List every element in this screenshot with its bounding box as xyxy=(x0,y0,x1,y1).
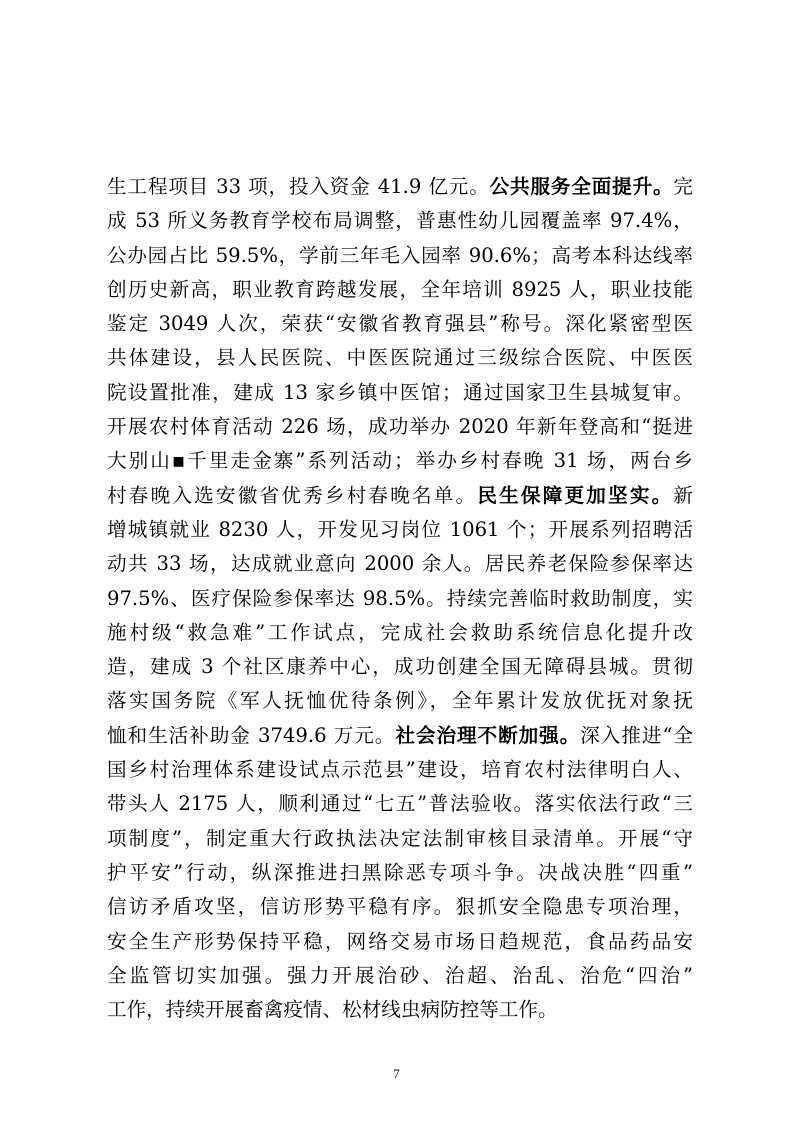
text-run: 造，建成 3 个社区康养中心，成功创建全国无障碍县城。贯彻 xyxy=(107,655,693,679)
text-run: 安全生产形势保持平稳，网络交易市场日趋规范，食品药品安 xyxy=(107,929,693,953)
text-line xyxy=(107,204,693,238)
text-run: 新 xyxy=(673,483,694,507)
text-line xyxy=(107,479,693,513)
text-run: 动共 33 场，达成就业意向 2000 余人。居民养老保险参保率达 xyxy=(107,552,693,576)
text-line xyxy=(107,787,693,821)
text-run: 护平安”行动，纵深推进扫黑除恶专项斗争。决战决胜“四重” xyxy=(107,860,693,884)
text-run: 成 53 所义务教育学校布局调整，普惠性幼儿园覆盖率 97.4%， xyxy=(107,209,693,233)
text-run: 97.5%、医疗保险参保率达 98.5%。持续完善临时救助制度，实 xyxy=(107,586,693,610)
text-run: 开展农村体育活动 226 场，成功举办 2020 年新年登高和“挺进 xyxy=(107,415,693,439)
text-line xyxy=(107,959,693,993)
text-run: 生工程项目 33 项，投入资金 41.9 亿元。 xyxy=(107,175,490,198)
text-run: 项制度”，制定重大行政执法决定法制审核目录清单。开展“守 xyxy=(107,826,693,850)
text-run: 带头人 2175 人，顺利通过“七五”普法验收。落实依法行政“三 xyxy=(107,792,693,816)
bold-heading-text: 公共服务全面提升。 xyxy=(489,175,674,198)
body-paragraph xyxy=(107,170,693,1027)
text-line xyxy=(107,822,693,856)
text-line xyxy=(107,547,693,581)
text-run: 工作，持续开展畜禽疫情、松材线虫病防控等工作。 xyxy=(107,998,558,1022)
bold-heading-text: 社会治理不断加强。 xyxy=(395,723,581,747)
text-run: 共体建设，县人民医院、中医医院通过三级综合医院、中医医 xyxy=(107,346,693,370)
text-line xyxy=(107,753,693,787)
text-run: 全监管切实加强。强力开展治砂、治超、治乱、治危“四治” xyxy=(107,963,693,987)
text-line xyxy=(107,650,693,684)
text-line xyxy=(107,376,693,410)
text-line xyxy=(107,684,693,718)
text-run: 增城镇就业 8230 人，开发见习岗位 1061 个；开展系列招聘活 xyxy=(107,517,693,541)
page-number: 7 xyxy=(393,1066,400,1081)
text-line xyxy=(107,856,693,890)
text-run: 信访矛盾攻坚，信访形势平稳有序。狠抓安全隐患专项治理， xyxy=(107,895,693,919)
text-line xyxy=(107,719,693,753)
text-line xyxy=(107,513,693,547)
text-line xyxy=(107,341,693,375)
text-run: 公办园占比 59.5%，学前三年毛入园率 90.6%；高考本科达线率 xyxy=(107,243,693,267)
text-line xyxy=(107,170,693,204)
text-run: 深入推进“全 xyxy=(580,723,694,747)
text-run: 恤和生活补助金 3749.6 万元。 xyxy=(107,723,396,747)
text-line xyxy=(107,239,693,273)
text-run: 完 xyxy=(673,175,693,198)
text-run: 鉴定 3049 人次，荣获“安徽省教育强县”称号。深化紧密型医 xyxy=(107,312,693,336)
text-line xyxy=(107,273,693,307)
text-line xyxy=(107,890,693,924)
text-line xyxy=(107,582,693,616)
text-run: 院设置批准，建成 13 家乡镇中医馆；通过国家卫生县城复审。 xyxy=(107,380,693,404)
text-run: 国乡村治理体系建设试点示范县”建设，培育农村法律明白人、 xyxy=(107,758,693,782)
text-run: 创历史新高，职业教育跨越发展，全年培训 8925 人，职业技能 xyxy=(107,277,693,301)
text-line xyxy=(107,616,693,650)
text-line xyxy=(107,925,693,959)
text-run: 落实国务院《军人抚恤优待条例》，全年累计发放优抚对象抚 xyxy=(107,689,693,713)
text-run: 大别山▪千里走金寨”系列活动；举办乡村春晚 31 场，两台乡 xyxy=(107,449,693,473)
text-line xyxy=(107,993,693,1027)
text-line xyxy=(107,410,693,444)
text-line xyxy=(107,444,693,478)
text-run: 施村级“救急难”工作试点，完成社会救助系统信息化提升改 xyxy=(107,620,693,644)
text-run: 村春晚入选安徽省优秀乡村春晚名单。 xyxy=(107,483,478,507)
bold-heading-text: 民生保障更加坚实。 xyxy=(477,483,674,507)
text-line xyxy=(107,307,693,341)
